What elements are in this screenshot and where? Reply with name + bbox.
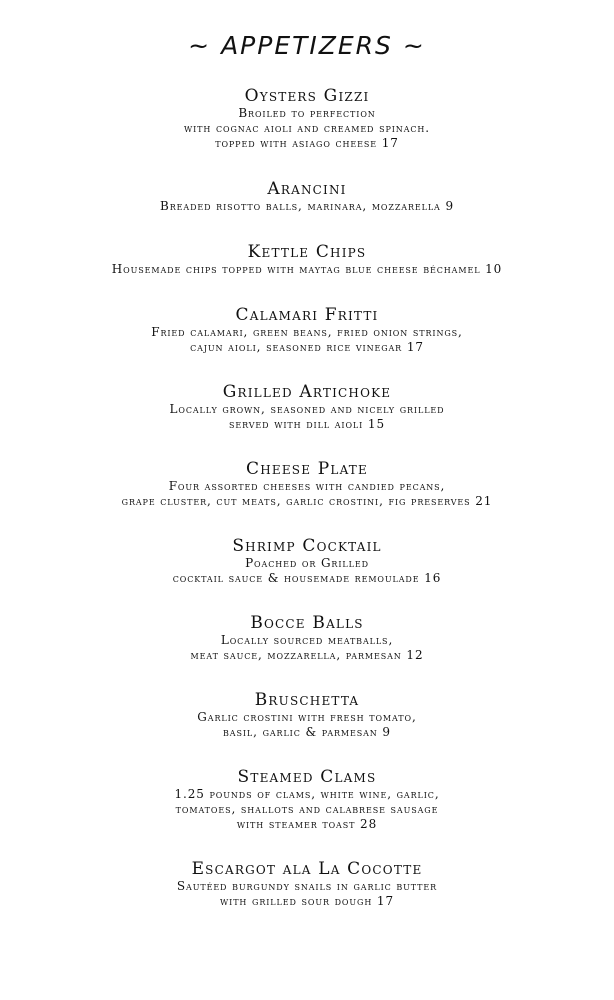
- item-description-line: Poached or Grilled: [245, 556, 369, 570]
- menu-item-bocce-balls: [0, 613, 614, 663]
- item-description-line: basil, garlic & parmesan 9: [223, 725, 391, 739]
- item-description-line: Sautéed burgundy snails in garlic butter: [176, 879, 438, 893]
- item-description-line: cajun aioli, seasoned rice vinegar 17: [190, 340, 424, 354]
- item-description-line: with cognac aioli and creamed spinach.: [183, 121, 431, 135]
- menu-items: [0, 86, 614, 909]
- item-description: [0, 106, 614, 151]
- menu-item-calamari-fritti: [0, 305, 614, 355]
- item-description: [0, 199, 614, 214]
- item-name: Bocce Balls: [250, 613, 364, 633]
- item-name: Kettle Chips: [247, 242, 367, 262]
- item-description: [0, 325, 614, 355]
- item-description: [0, 262, 614, 277]
- item-name: Oysters Gizzi: [244, 86, 370, 106]
- item-description: [0, 633, 614, 663]
- item-name: Arancini: [267, 179, 347, 199]
- menu-item-cheese-plate: [0, 459, 614, 509]
- item-description-line: cocktail sauce & housemade remoulade 16: [172, 571, 442, 585]
- item-description-line: tomatoes, shallots and calabrese sausage: [175, 802, 439, 816]
- item-description-line: served with dill aioli 15: [229, 417, 385, 431]
- item-description-line: with steamer toast 28: [236, 817, 378, 831]
- item-description-line: Locally sourced meatballs,: [220, 633, 394, 647]
- menu-item-arancini: [0, 179, 614, 214]
- item-description-line: Fried calamari, green beans, fried onion strings,: [151, 325, 463, 339]
- menu-item-kettle-chips: [0, 242, 614, 277]
- item-description-line: with grilled sour dough 17: [220, 894, 394, 908]
- item-name: Shrimp Cocktail: [232, 536, 382, 556]
- item-name: Calamari Fritti: [235, 305, 379, 325]
- item-name: Steamed Clams: [237, 767, 377, 787]
- item-description: [0, 402, 614, 432]
- item-description-line: Housemade chips topped with maytag blue cheese béchamel 10: [111, 262, 503, 276]
- item-name: Bruschetta: [254, 690, 360, 710]
- item-name: Cheese Plate: [246, 459, 368, 479]
- menu-item-escargot: [0, 859, 614, 909]
- menu-title: ~ APPETIZERS ~: [188, 31, 426, 60]
- item-description-line: 1.25 pounds of clams, white wine, garlic,: [174, 787, 440, 801]
- item-description-line: meat sauce, mozzarella, parmesan 12: [190, 648, 424, 662]
- item-description: [0, 787, 614, 832]
- item-description-line: topped with asiago cheese 17: [215, 136, 399, 150]
- menu-item-bruschetta: [0, 690, 614, 740]
- item-description-line: Breaded risotto balls, marinara, mozzarella 9: [160, 199, 454, 213]
- item-name: Escargot ala La Cocotte: [191, 859, 423, 879]
- item-description: [0, 479, 614, 509]
- menu-item-steamed-clams: [0, 767, 614, 832]
- item-name: Grilled Artichoke: [222, 382, 392, 402]
- item-description: [0, 556, 614, 586]
- item-description-line: Broiled to perfection: [238, 106, 376, 120]
- item-description: [0, 879, 614, 909]
- item-description: [0, 710, 614, 740]
- item-description-line: grape cluster, cut meats, garlic crostini, fig preserves 21: [121, 494, 493, 508]
- item-description-line: Locally grown, seasoned and nicely grilled: [169, 402, 445, 416]
- menu-item-grilled-artichoke: [0, 382, 614, 432]
- menu-item-shrimp-cocktail: [0, 536, 614, 586]
- item-description-line: Garlic crostini with fresh tomato,: [197, 710, 417, 724]
- item-description-line: Four assorted cheeses with candied pecans,: [168, 479, 446, 493]
- menu-item-oysters-gizzi: [0, 86, 614, 151]
